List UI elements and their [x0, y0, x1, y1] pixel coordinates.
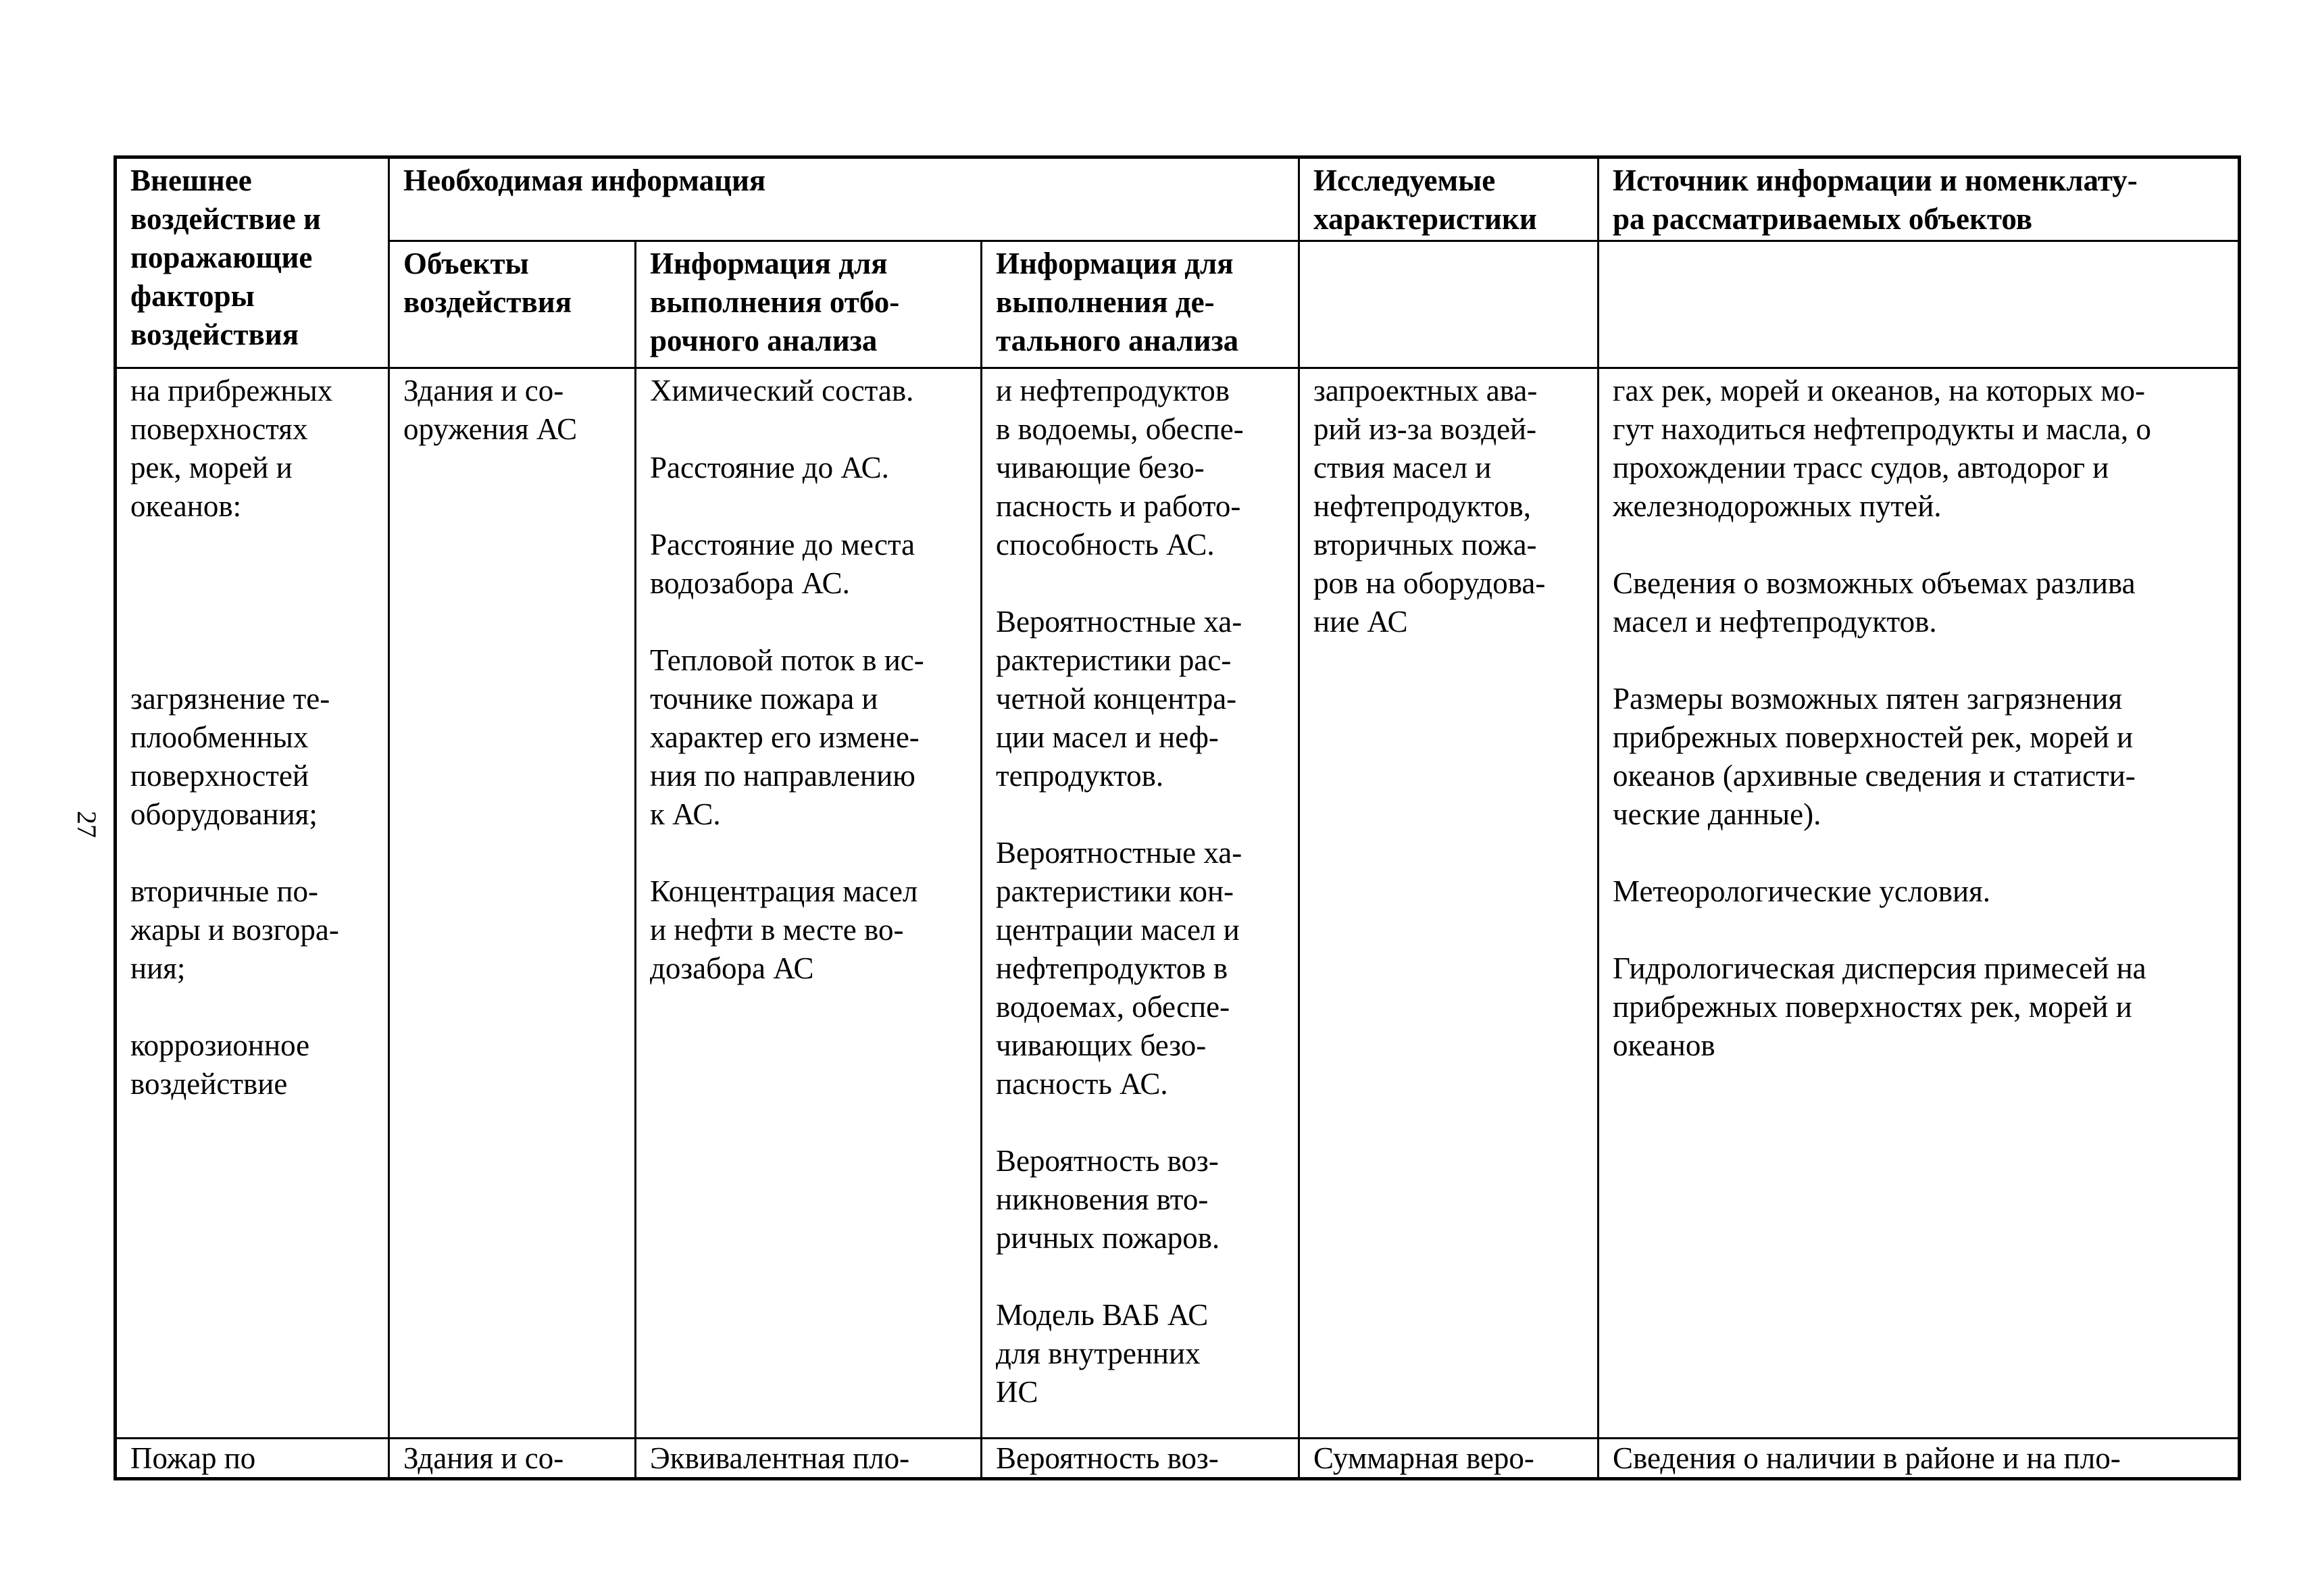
cell-paragraph: Расстояние до АС. [650, 451, 889, 484]
table-row [116, 1439, 2240, 1479]
header-screening-analysis-info: Информация для выполнения отбо- рочного анализа [636, 241, 982, 368]
header-row-1 [116, 157, 2240, 241]
cell-paragraph: Метеорологические условия. [1613, 874, 1991, 908]
table-cell-studied: Суммарная веро- [1299, 1439, 1599, 1479]
cell-paragraph: загрязнение те- плообменных поверхностей оборудования; [130, 682, 330, 831]
table-cell-impact: Пожар по [116, 1439, 389, 1479]
header-impact-factors: Внешнее воздействие и поражающие факторы воздействия [116, 157, 389, 368]
page-number: 27 [72, 811, 102, 838]
table-cell-detailed [982, 368, 1299, 1439]
cell-paragraph: вторичные по- жары и возгора- ния; [130, 874, 339, 985]
header-empty-cell [1599, 241, 2240, 368]
table-cell-screening [636, 368, 982, 1439]
header-row-2 [116, 241, 2240, 368]
cell-paragraph: Химический состав. [650, 374, 914, 407]
cell-paragraph: Вероятностные ха- рактеристики кон- центрации масел и нефтепродуктов в водоемах, обеспе- чивающих безо- пасность АС. [996, 836, 1242, 1101]
cell-paragraph: Модель ВАБ АС для внутренних ИС [996, 1298, 1209, 1409]
header-information-source: Источник информации и номенклату- ра рассматриваемых объектов [1599, 157, 2240, 241]
cell-paragraph: Гидрологическая дисперсия примесей на прибрежных поверхностях рек, морей и океанов [1613, 951, 2146, 1062]
header-detailed-analysis-info: Информация для выполнения де- тального анализа [982, 241, 1299, 368]
cell-paragraph: Сведения о возможных объемах разлива масел и нефтепродуктов. [1613, 566, 2136, 639]
table-row [116, 368, 2240, 1439]
header-empty-cell [1299, 241, 1599, 368]
cell-paragraph: Расстояние до места водозабора АС. [650, 528, 915, 600]
cell-paragraph: Размеры возможных пятен загрязнения прибрежных поверхностей рек, морей и океанов (архивные сведения и статисти- ческие данные). [1613, 682, 2136, 831]
cell-paragraph: коррозионное воздействие [130, 1028, 310, 1101]
cell-paragraph: Вероятность воз- никновения вто- ричных пожаров. [996, 1144, 1220, 1255]
cell-paragraph: гах рек, морей и океанов, на которых мо- гут находиться нефтепродукты и масла, о прохождении трасс судов, автодорог и железнодорожных путей. [1613, 374, 2151, 523]
table-cell-source [1599, 368, 2240, 1439]
table-cell-studied: запроектных ава- рий из-за воздей- ствия масел и нефтепродуктов, вторичных пожа- ров на оборудова- ние АС [1299, 368, 1599, 1439]
cell-paragraph: Тепловой поток в ис- точнике пожара и характер его измене- ния по направлению к АС. [650, 643, 924, 831]
cell-paragraph: на прибрежных поверхностях рек, морей и океанов: [130, 374, 333, 523]
cell-paragraph: Вероятностные ха- рактеристики рас- четной концентра- ции масел и неф- тепродуктов. [996, 605, 1242, 793]
table-cell-source: Сведения о наличии в районе и на пло- [1599, 1439, 2240, 1479]
table-cell-detailed: Вероятность воз- [982, 1439, 1299, 1479]
cell-paragraph: Концентрация масел и нефти в месте во- дозабора АС [650, 874, 918, 985]
table-cell-impact [116, 368, 389, 1439]
table-cell-objects: Здания и со- оружения АС [389, 368, 636, 1439]
header-studied-characteristics: Исследуемые характеристики [1299, 157, 1599, 241]
table-cell-objects: Здания и со- [389, 1439, 636, 1479]
header-required-information: Необходимая информация [389, 157, 1299, 241]
data-table [114, 155, 2241, 1480]
table-cell-screening: Эквивалентная пло- [636, 1439, 982, 1479]
cell-paragraph: и нефтепродуктов в водоемы, обеспе- чивающие безо- пасность и работо- способность АС. [996, 374, 1244, 562]
header-impact-objects: Объекты воздействия [389, 241, 636, 368]
